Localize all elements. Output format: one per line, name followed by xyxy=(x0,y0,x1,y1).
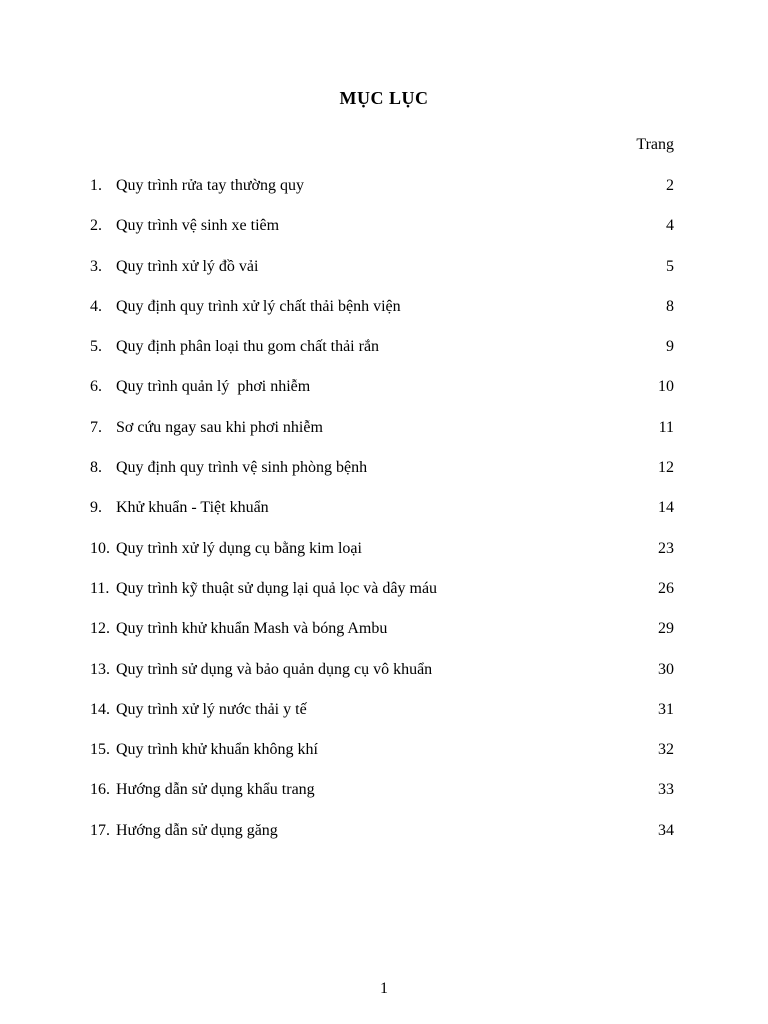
toc-entry-number: 12. xyxy=(90,620,110,638)
toc-entry-number: 9. xyxy=(90,499,102,517)
toc-entry-label: Hướng dẫn sử dụng khẩu trang xyxy=(116,781,315,799)
toc-entry-number: 11. xyxy=(90,579,110,597)
toc-entry-page: 9 xyxy=(666,338,674,356)
toc-entry-label: Quy trình kỹ thuật sử dụng lại quả lọc và dây máu xyxy=(116,579,438,597)
toc-entry-page: 31 xyxy=(658,700,674,718)
toc-entry xyxy=(90,496,674,536)
toc-entry-label: Sơ cứu ngay sau khi phơi nhiễm xyxy=(116,418,323,436)
toc-entry-page: 10 xyxy=(658,378,674,396)
toc-entry-page: 33 xyxy=(658,781,674,799)
toc-entry-number: 15. xyxy=(90,741,110,759)
toc-entry-label: Khử khuẩn - Tiệt khuẩn xyxy=(116,499,269,517)
toc-entry-label: Quy định quy trình vệ sinh phòng bệnh xyxy=(116,459,368,477)
toc-entry-number: 4. xyxy=(90,297,102,315)
toc-entry-number: 10. xyxy=(90,539,110,557)
toc-entry-number: 3. xyxy=(90,257,102,275)
toc-entry-number: 2. xyxy=(90,217,102,235)
toc-entry xyxy=(90,658,674,698)
toc-entry xyxy=(90,335,674,375)
page-column-header: Trang xyxy=(636,136,674,153)
toc-entry-label: Quy trình sử dụng và bảo quản dụng cụ vô khuẩn xyxy=(116,660,433,678)
toc-entry-label: Quy trình vệ sinh xe tiêm xyxy=(116,217,280,235)
page-number: 1 xyxy=(380,980,388,997)
toc-entry-page: 23 xyxy=(658,539,674,557)
toc-entry xyxy=(90,416,674,456)
toc-entry-page: 12 xyxy=(658,459,674,477)
toc-entry-page: 34 xyxy=(658,821,674,839)
toc-entry-number: 17. xyxy=(90,821,110,839)
toc-entry-page: 29 xyxy=(658,620,674,638)
toc-entry-label: Quy trình quản lý phơi nhiễm xyxy=(116,378,311,396)
toc-entry-label: Quy trình rửa tay thường quy xyxy=(116,177,304,194)
toc-entry xyxy=(90,375,674,415)
table-of-contents xyxy=(90,174,674,859)
toc-entry-number: 13. xyxy=(90,660,110,678)
toc-entry-page: 32 xyxy=(658,741,674,759)
toc-entry-label: Quy trình khử khuẩn Mash và bóng Ambu xyxy=(116,620,388,638)
toc-entry-number: 7. xyxy=(90,418,102,436)
toc-entry-label: Quy trình khử khuẩn không khí xyxy=(116,741,318,759)
toc-entry-label: Quy trình xử lý đồ vải xyxy=(116,257,259,275)
toc-entry xyxy=(90,698,674,738)
toc-entry-page: 8 xyxy=(666,297,674,315)
toc-entry xyxy=(90,778,674,818)
toc-entry xyxy=(90,255,674,295)
toc-entry xyxy=(90,537,674,577)
toc-entry-number: 6. xyxy=(90,378,102,396)
toc-entry-label: Quy trình xử lý nước thải y tế xyxy=(116,700,307,718)
page-title: MỤC LỤC xyxy=(339,88,429,108)
toc-entry-number: 5. xyxy=(90,338,102,356)
toc-entry xyxy=(90,577,674,617)
toc-entry-page: 5 xyxy=(666,257,674,275)
toc-entry-label: Quy định phân loại thu gom chất thải rắn xyxy=(116,338,380,356)
toc-entry-number: 14. xyxy=(90,700,110,718)
toc-entry xyxy=(90,214,674,254)
toc-entry-page: 2 xyxy=(666,177,674,194)
toc-entry-page: 4 xyxy=(666,217,674,235)
toc-entry xyxy=(90,738,674,778)
toc-entry-page: 26 xyxy=(658,579,674,597)
toc-entry xyxy=(90,617,674,657)
toc-entry-label: Hướng dẫn sử dụng găng xyxy=(116,821,278,839)
toc-entry-page: 30 xyxy=(658,660,674,678)
toc-entry xyxy=(90,819,674,859)
toc-entry-label: Quy định quy trình xử lý chất thải bệnh viện xyxy=(116,297,401,315)
toc-entry-number: 8. xyxy=(90,459,102,477)
toc-entry-number: 1. xyxy=(90,177,102,194)
toc-entry xyxy=(90,456,674,496)
toc-entry-label: Quy trình xử lý dụng cụ bằng kim loại xyxy=(116,539,362,557)
toc-entry xyxy=(90,295,674,335)
toc-entry-page: 14 xyxy=(658,499,674,517)
toc-entry-number: 16. xyxy=(90,781,110,799)
toc-entry xyxy=(90,174,674,214)
toc-entry-page: 11 xyxy=(658,418,674,436)
